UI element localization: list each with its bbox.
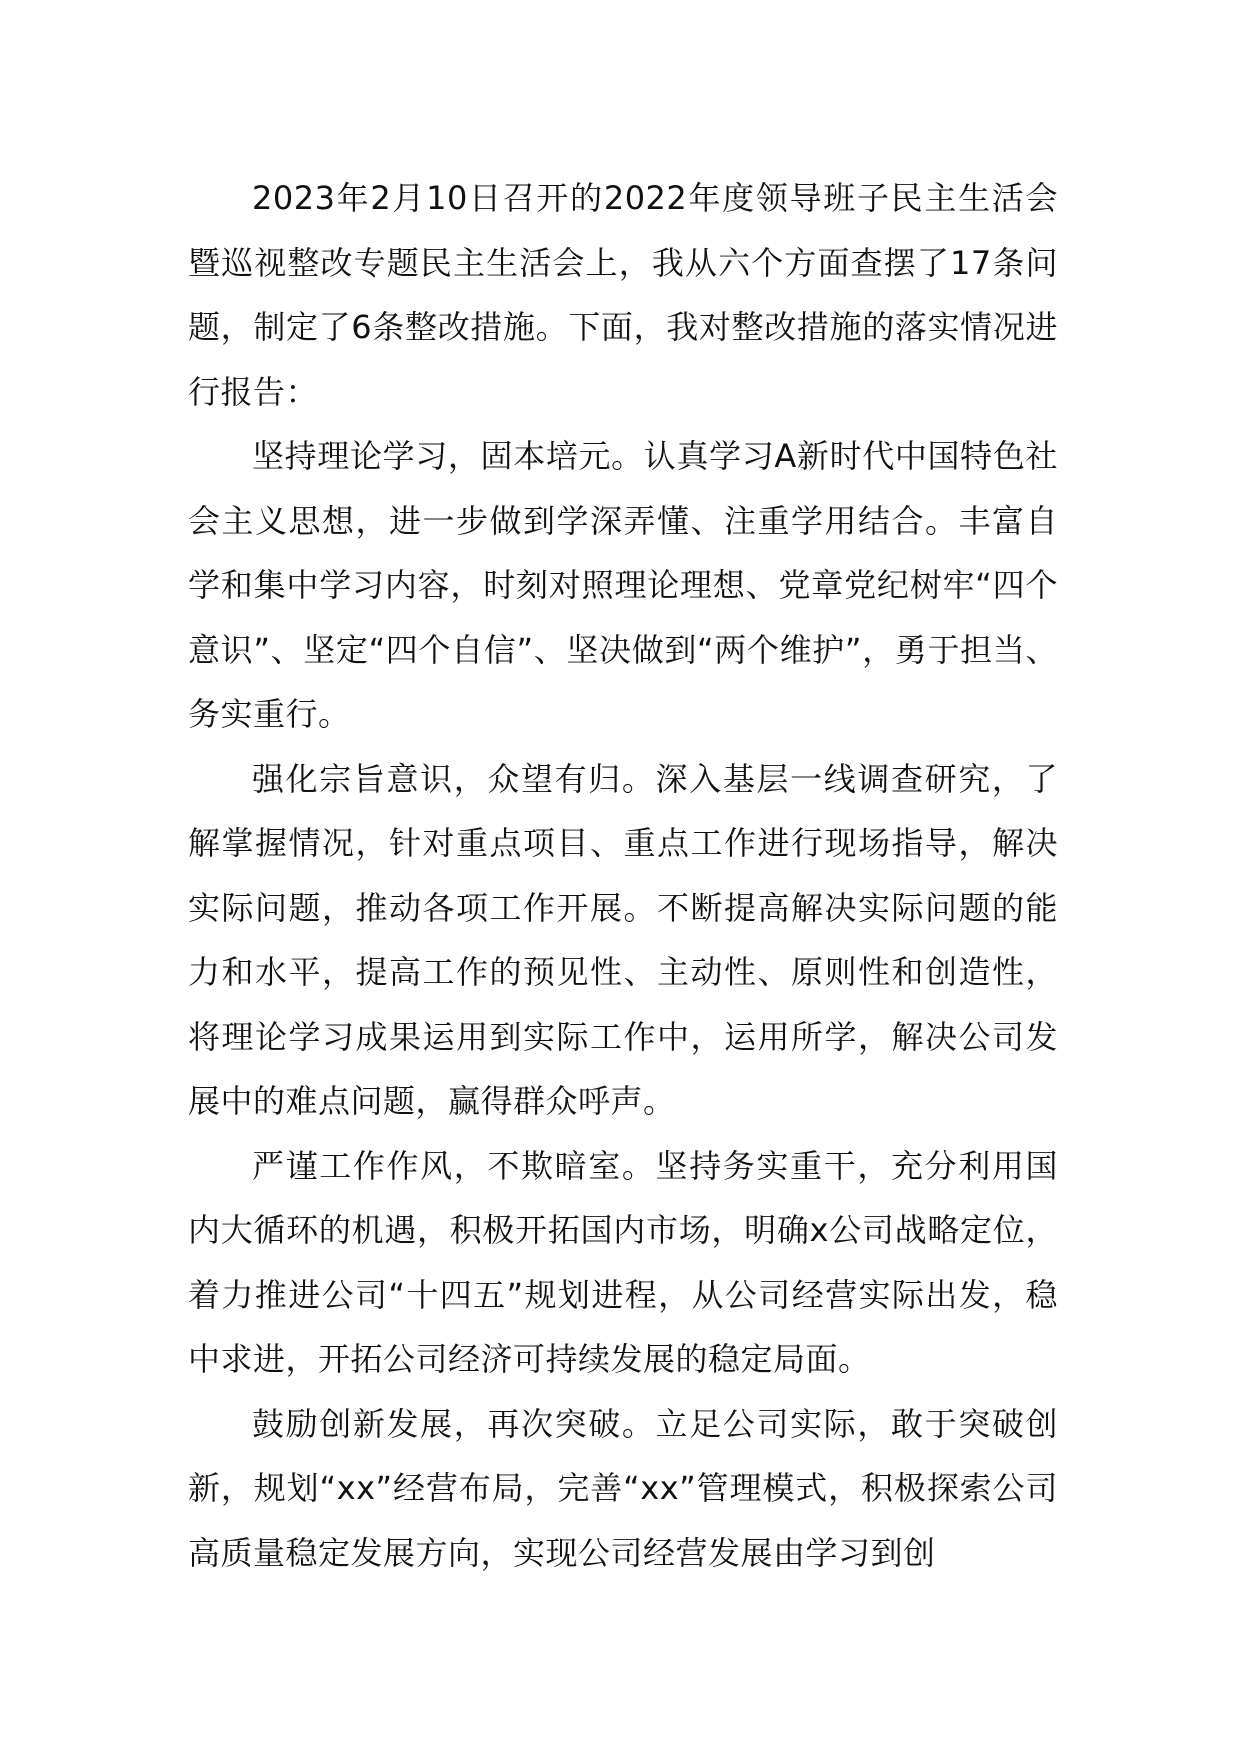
document-body [188,166,1058,1585]
paragraph-innovation: 鼓励创新发展，再次突破。立足公司实际，敢于突破创新，规划“xx”经营布局，完善“xx”管理模式，积极探索公司高质量稳定发展方向，实现公司经营发展由学习到创 [188,1404,1058,1572]
paragraph-theory-study: 坚持理论学习，固本培元。认真学习A新时代中国特色社会主义思想，进一步做到学深弄懂、注重学用结合。丰富自学和集中学习内容，时刻对照理论理想、党章党纪树牢“四个意识”、坚定“四个自信”、坚决做到“两个维护”，勇于担当、务实重行。 [188,437,1058,733]
paragraph-intro: 2023年2月10日召开的2022年度领导班子民主生活会暨巡视整改专题民主生活会上，我从六个方面查摆了17条问题，制定了6条整改措施。下面，我对整改措施的落实情况进行报告： [188,179,1058,411]
paragraph-work-style: 严谨工作作风，不欺暗室。坚持务实重干，充分利用国内大循环的机遇，积极开拓国内市场，明确x公司战略定位，着力推进公司“十四五”规划进程，从公司经营实际出发，稳中求进，开拓公司经济可持续发展的稳定局面。 [188,1146,1058,1378]
paragraph-purpose-awareness: 强化宗旨意识，众望有归。深入基层一线调查研究，了解掌握情况，针对重点项目、重点工作进行现场指导，解决实际问题，推动各项工作开展。不断提高解决实际问题的能力和水平，提高工作的预见性、主动性、原则性和创造性，将理论学习成果运用到实际工作中，运用所学，解决公司发展中的难点问题，赢得群众呼声。 [188,759,1058,1120]
